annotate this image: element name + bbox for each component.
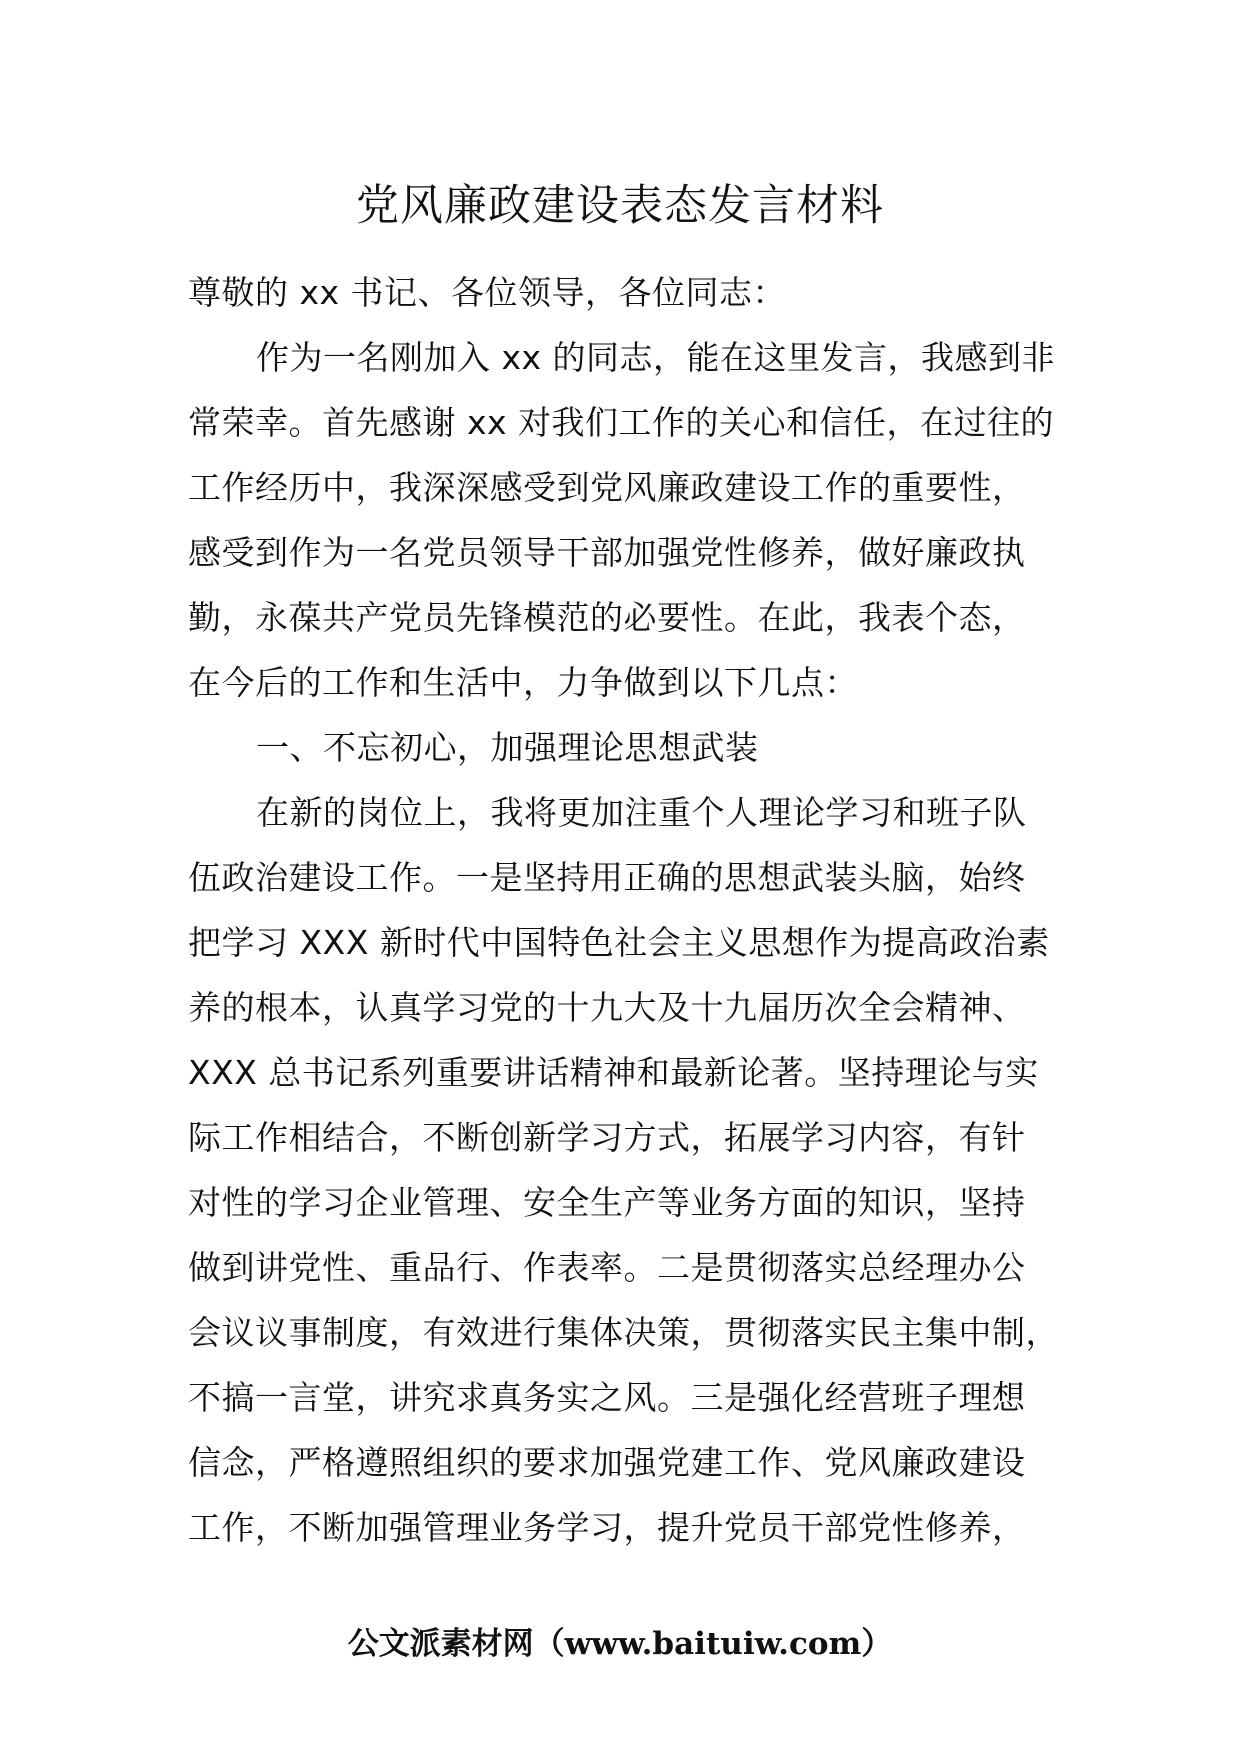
footer-watermark: 公文派素材网（www.baituiw.com） xyxy=(347,1626,893,1662)
paragraph-line: XXX 总书记系列重要讲话精神和最新论著。坚持理论与实 xyxy=(188,1053,1039,1092)
salutation-line: 尊敬的 xx 书记、各位领导，各位同志： xyxy=(188,273,787,312)
paragraph-line: 伍政治建设工作。一是坚持用正确的思想武装头脑，始终 xyxy=(188,858,1026,897)
paragraph-line: 在新的岗位上，我将更加注重个人理论学习和班子队 xyxy=(256,793,1027,832)
paragraph-line: 会议议事制度，有效进行集体决策，贯彻落实民主集中制， xyxy=(188,1313,1059,1352)
paragraph-line: 做到讲党性、重品行、作表率。二是贯彻落实总经理办公 xyxy=(188,1248,1026,1287)
document-title: 党风廉政建设表态发言材料 xyxy=(356,181,884,231)
paragraph-line: 不搞一言堂，讲究求真务实之风。三是强化经营班子理想 xyxy=(188,1378,1026,1417)
paragraph-line: 感受到作为一名党员领导干部加强党性修养，做好廉政执 xyxy=(188,533,1026,572)
paragraph-line: 工作，不断加强管理业务学习，提升党员干部党性修养， xyxy=(188,1508,1026,1547)
paragraph-line: 作为一名刚加入 xx 的同志，能在这里发言，我感到非 xyxy=(256,338,1056,377)
paragraph-line: 工作经历中，我深深感受到党风廉政建设工作的重要性， xyxy=(188,468,1026,507)
paragraph-line: 养的根本，认真学习党的十九大及十九届历次全会精神、 xyxy=(188,988,1026,1027)
paragraph-line: 对性的学习企业管理、安全生产等业务方面的知识，坚持 xyxy=(188,1183,1026,1222)
paragraph-line: 把学习 XXX 新时代中国特色社会主义思想作为提高政治素 xyxy=(188,923,1050,962)
paragraph-line: 勤，永葆共产党员先锋模范的必要性。在此，我表个态， xyxy=(188,598,1026,637)
section-heading: 一、不忘初心，加强理论思想武装 xyxy=(256,728,759,767)
paragraph-line: 常荣幸。首先感谢 xx 对我们工作的关心和信任，在过往的 xyxy=(188,403,1055,442)
paragraph-line: 际工作相结合，不断创新学习方式，拓展学习内容，有针 xyxy=(188,1118,1026,1157)
document-body xyxy=(188,260,1058,1560)
paragraph-line: 在今后的工作和生活中，力争做到以下几点： xyxy=(188,663,858,702)
paragraph-line: 信念，严格遵照组织的要求加强党建工作、党风廉政建设 xyxy=(188,1443,1026,1482)
